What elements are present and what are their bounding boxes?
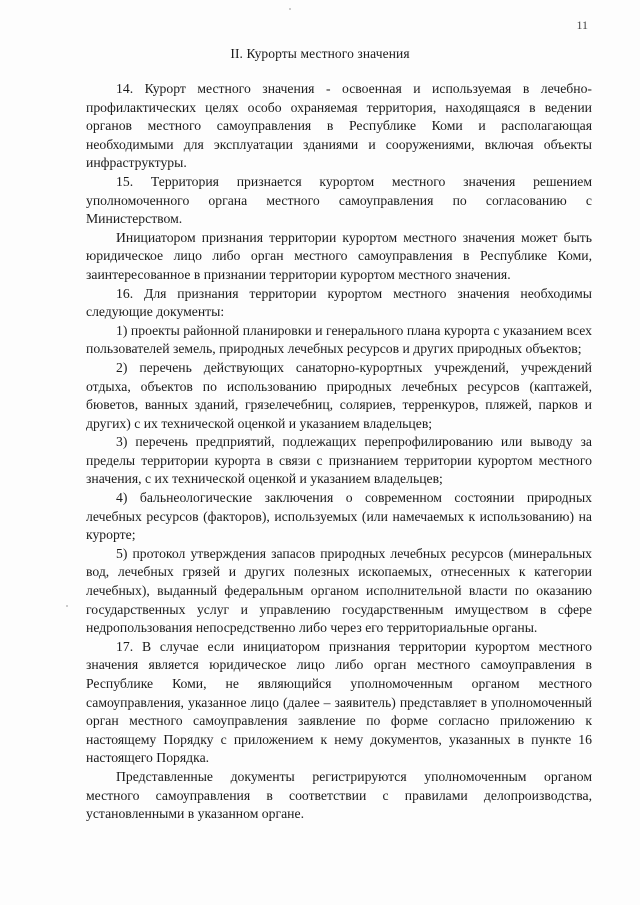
paragraph-17: 17. В случае если инициатором признания территории курортом местного значения является юридическое лицо либо орган местного самоуправления в Республике Коми, не являющийся уполномоченным органом местного самоуправления, указанное лицо (далее – заявитель) представляет в уполномоченный орган местного самоуправления заявление по форме согласно приложению к настоящему Порядку с приложением к нему документов, указанных в пункте 16 настоящего Порядка. [86, 638, 592, 766]
paragraph-initiator: Инициатором признания территории курортом местного значения может быть юридическое лицо либо орган местного самоуправления в Республике Коми, заинтересованное в признании территории курортом местного значения. [86, 229, 592, 282]
paragraph-16: 16. Для признания территории курортом местного значения необходимы следующие документы: [86, 285, 592, 320]
paragraph-15: 15. Территория признается курортом местного значения решением уполномоченного органа местного самоуправления по согласованию с Министерством. [86, 173, 592, 227]
list-item-2: 2) перечень действующих санаторно-курортных учреждений, учреждений отдыха, объектов по использованию природных лечебных ресурсов (каптажей, бюветов, ванных зданий, грязелечебниц, соляриев, терренкуров, пляжей, парков и других) с их технической оценкой и указанием владельцев; [86, 359, 592, 431]
document-body [86, 80, 592, 824]
page-number: 11 [576, 18, 588, 32]
scan-speck [289, 8, 291, 10]
list-item-5: 5) протокол утверждения запасов природных лечебных ресурсов (минеральных вод, лечебных грязей и других полезных ископаемых, отнесенных к категории лечебных), выданный федеральным органом исполнительной власти по оказанию государственных услуг и управлению государственным имуществом в сфере недропользования непосредственно либо через его территориальные органы. [86, 545, 592, 636]
paragraph-registration: Представленные документы регистрируются уполномоченным органом местного самоуправления в соответствии с правилами делопроизводства, установленными в указанном органе. [86, 768, 592, 822]
list-item-3: 3) перечень предприятий, подлежащих перепрофилированию или выводу за пределы территории курорта в связи с признанием территории курортом местного значения, с их технической оценкой и указанием владельцев; [86, 434, 592, 487]
section-title: II. Курорты местного значения [230, 46, 410, 61]
scan-speck [66, 605, 68, 607]
paragraph-14: 14. Курорт местного значения - освоенная и используемая в лечебно-профилактических целях особо охраняемая территория, находящаяся в ведении органов местного самоуправления в Республике Коми и располагающая необходимыми для эксплуатации зданиями и сооружениями, включая объекты инфраструктуры. [86, 81, 592, 171]
list-item-4: 4) бальнеологические заключения о современном состоянии природных лечебных ресурсов (факторов), используемых (или намечаемых к использованию) на курорте; [86, 490, 592, 543]
list-item-1: 1) проекты районной планировки и генерального плана курорта с указанием всех пользователей земель, природных лечебных ресурсов и других природных объектов; [86, 322, 592, 357]
